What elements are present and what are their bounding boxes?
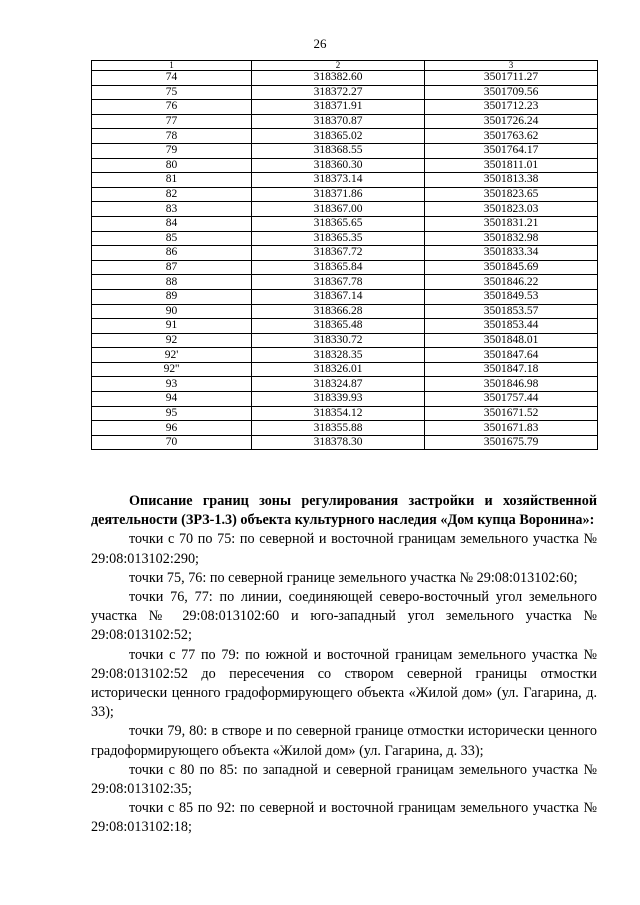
table-row (92, 129, 598, 144)
table-cell: 3501832.98 (425, 231, 598, 246)
table-cell: 77 (92, 114, 252, 129)
table-cell: 92 (92, 333, 252, 348)
table-cell: 84 (92, 216, 252, 231)
table-row (92, 143, 598, 158)
table-cell: 75 (92, 85, 252, 100)
table-cell: 318365.48 (252, 319, 425, 334)
table-cell: 87 (92, 260, 252, 275)
table-cell: 82 (92, 187, 252, 202)
table-cell: 3501757.44 (425, 392, 598, 407)
table-cell: 3501847.64 (425, 348, 598, 363)
table-cell: 318330.72 (252, 333, 425, 348)
table-cell: 3501813.38 (425, 173, 598, 188)
table-cell: 318324.87 (252, 377, 425, 392)
table-cell: 80 (92, 158, 252, 173)
table-row (92, 289, 598, 304)
table-cell: 318372.27 (252, 85, 425, 100)
table-cell: 318354.12 (252, 406, 425, 421)
table-row (92, 216, 598, 231)
table-cell: 85 (92, 231, 252, 246)
table-row (92, 392, 598, 407)
table-cell: 92'' (92, 362, 252, 377)
table-cell: 318370.87 (252, 114, 425, 129)
table-row (92, 158, 598, 173)
table-header-cell: 3 (425, 61, 598, 71)
table-cell: 3501849.53 (425, 289, 598, 304)
table-cell: 318365.35 (252, 231, 425, 246)
table-cell: 318378.30 (252, 435, 425, 450)
table-cell: 3501853.57 (425, 304, 598, 319)
table-cell: 3501853.44 (425, 319, 598, 334)
table-cell: 3501823.03 (425, 202, 598, 217)
table-cell: 318328.35 (252, 348, 425, 363)
table-row (92, 114, 598, 129)
table-cell: 318339.93 (252, 392, 425, 407)
table-cell: 92' (92, 348, 252, 363)
description-paragraph: точки с 77 по 79: по южной и восточной границам земельного участка № 29:08:013102:52 до пересечения со створом северной границы отмостки исторически ценного градоформирующего объекта «Жилой дом» (ул. Гагарина, д. 33); (91, 646, 597, 721)
description-paragraph: точки 76, 77: по линии, соединяющей северо-восточный угол земельного участка № 29:08:013102:60 и юго-западный угол земельного участка № 29:08:013102:52; (91, 589, 597, 644)
table-cell: 318367.00 (252, 202, 425, 217)
table-cell: 3501831.21 (425, 216, 598, 231)
table-cell: 318365.02 (252, 129, 425, 144)
table-header-row (92, 61, 598, 71)
table-row (92, 348, 598, 363)
table-cell: 318371.86 (252, 187, 425, 202)
table-cell: 3501764.17 (425, 143, 598, 158)
table-cell: 318355.88 (252, 421, 425, 436)
table-cell: 76 (92, 100, 252, 115)
table-cell: 3501823.65 (425, 187, 598, 202)
table-cell: 3501675.79 (425, 435, 598, 450)
table-cell: 91 (92, 319, 252, 334)
table-row (92, 406, 598, 421)
table-cell: 318326.01 (252, 362, 425, 377)
table-row (92, 275, 598, 290)
table-row (92, 377, 598, 392)
table-cell: 3501726.24 (425, 114, 598, 129)
table-cell: 96 (92, 421, 252, 436)
table-cell: 3501763.62 (425, 129, 598, 144)
table-cell: 318368.55 (252, 143, 425, 158)
table-cell: 3501671.52 (425, 406, 598, 421)
table-cell: 3501847.18 (425, 362, 598, 377)
coordinates-table-body (92, 61, 598, 450)
table-cell: 3501711.27 (425, 71, 598, 86)
table-cell: 318365.84 (252, 260, 425, 275)
table-cell: 318382.60 (252, 71, 425, 86)
table-cell: 3501712.23 (425, 100, 598, 115)
table-cell: 3501848.01 (425, 333, 598, 348)
table-row (92, 260, 598, 275)
table-cell: 3501845.69 (425, 260, 598, 275)
table-cell: 3501846.22 (425, 275, 598, 290)
table-cell: 318367.72 (252, 246, 425, 261)
table-cell: 318373.14 (252, 173, 425, 188)
table-row (92, 173, 598, 188)
table-cell: 318367.14 (252, 289, 425, 304)
description-paragraph: точки с 80 по 85: по западной и северной границам земельного участка № 29:08:013102:35; (91, 761, 597, 798)
table-cell: 74 (92, 71, 252, 86)
description-paragraph: точки с 70 по 75: по северной и восточной границам земельного участка № 29:08:013102:290; (91, 531, 597, 567)
table-header-cell: 1 (92, 61, 252, 71)
zone-description (91, 492, 597, 838)
table-cell: 95 (92, 406, 252, 421)
table-row (92, 187, 598, 202)
table-row (92, 202, 598, 217)
table-row (92, 304, 598, 319)
table-cell: 94 (92, 392, 252, 407)
table-cell: 318360.30 (252, 158, 425, 173)
description-paragraph: точки 79, 80: в створе и по северной границе отмостки исторически ценного градоформирующего объекта «Жилой дом» (ул. Гагарина, д. 33); (91, 723, 597, 759)
table-cell: 318365.65 (252, 216, 425, 231)
table-row (92, 333, 598, 348)
description-heading: Описание границ зоны регулирования застройки и хозяйственной деятельности (ЗРЗ-1.3) объекта культурного наследия «Дом купца Воронина»: (91, 493, 597, 529)
table-cell: 89 (92, 289, 252, 304)
table-row (92, 71, 598, 86)
table-row (92, 231, 598, 246)
table-cell: 3501671.83 (425, 421, 598, 436)
table-cell: 3501811.01 (425, 158, 598, 173)
table-header-cell: 2 (252, 61, 425, 71)
table-cell: 318371.91 (252, 100, 425, 115)
table-cell: 88 (92, 275, 252, 290)
table-row (92, 100, 598, 115)
table-row (92, 246, 598, 261)
table-cell: 318366.28 (252, 304, 425, 319)
table-cell: 93 (92, 377, 252, 392)
table-row (92, 319, 598, 334)
table-row (92, 85, 598, 100)
description-paragraphs (91, 530, 597, 837)
table-cell: 86 (92, 246, 252, 261)
table-cell: 81 (92, 173, 252, 188)
table-row (92, 421, 598, 436)
page-number: 26 (313, 36, 327, 51)
table-cell: 3501846.98 (425, 377, 598, 392)
coordinates-table (91, 60, 598, 450)
table-cell: 3501709.56 (425, 85, 598, 100)
table-cell: 79 (92, 143, 252, 158)
table-cell: 70 (92, 435, 252, 450)
description-paragraph: точки 75, 76: по северной границе земельного участка № 29:08:013102:60; (129, 569, 578, 586)
table-row (92, 362, 598, 377)
table-cell: 78 (92, 129, 252, 144)
table-row (92, 435, 598, 450)
description-paragraph: точки с 85 по 92: по северной и восточной границам земельного участка № 29:08:013102:18; (91, 800, 597, 836)
table-cell: 90 (92, 304, 252, 319)
table-cell: 3501833.34 (425, 246, 598, 261)
table-cell: 83 (92, 202, 252, 217)
table-cell: 318367.78 (252, 275, 425, 290)
